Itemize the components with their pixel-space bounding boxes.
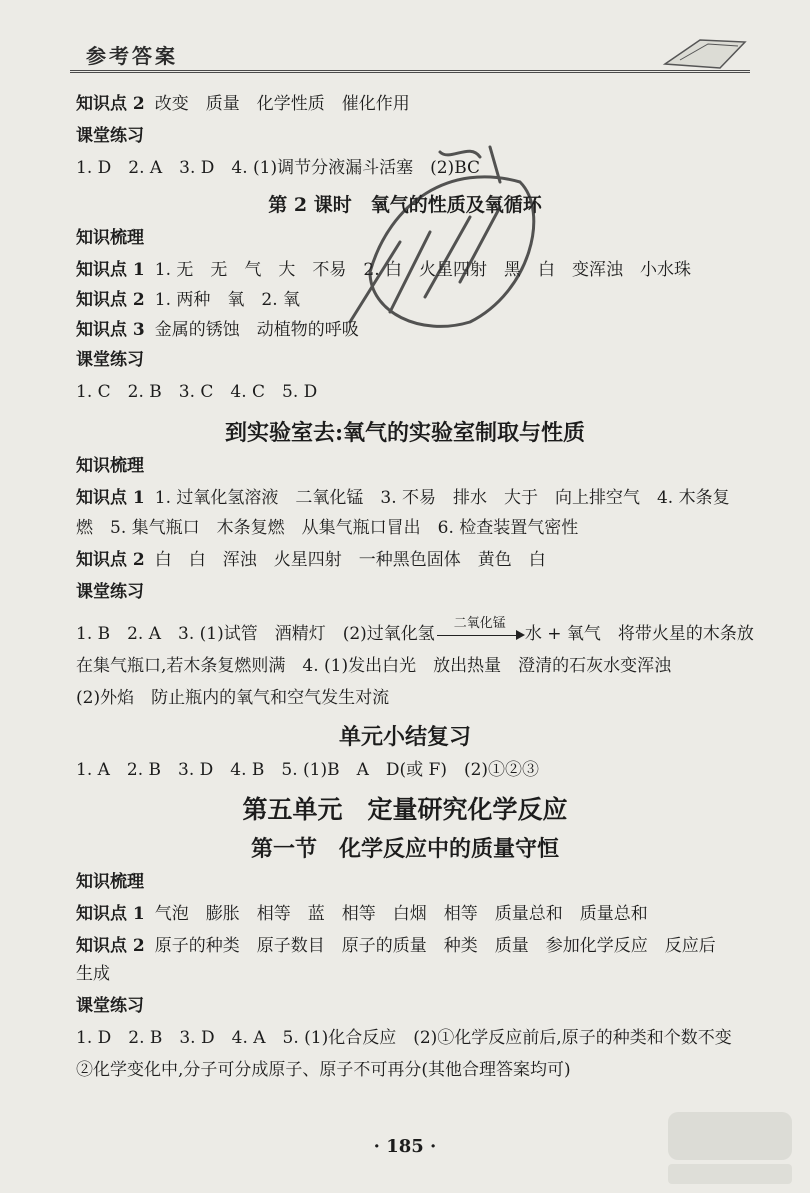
catalyst-label: 二氧化锰 — [453, 616, 506, 631]
section-heading-summary: 知识梳理 — [76, 456, 144, 476]
knowledge-point-1: 知识点 1 1. 过氧化氢溶液 二氧化锰 3. 不易 排水 大于 向上排空气 4. 木条复 — [76, 488, 730, 508]
section-heading-summary: 知识梳理 — [76, 872, 144, 892]
knowledge-point-2: 知识点 2 改变 质量 化学性质 催化作用 — [76, 94, 410, 114]
unit-title: 第五单元 定量研究化学反应 — [242, 795, 568, 824]
section-heading-practice: 课堂练习 — [76, 996, 144, 1016]
reaction-arrow — [435, 616, 525, 646]
corner-logo-icon — [660, 1108, 800, 1188]
knowledge-point-1: 知识点 1 1. 无 无 气 大 不易 2. 白 火星四射 黑 白 变浑浊 小水珠 — [76, 260, 691, 280]
page-header — [70, 36, 750, 73]
knowledge-point-2: 知识点 2 白 白 浑浊 火星四射 一种黑色固体 黄色 白 — [76, 550, 546, 570]
answer-line: 1. D 2. B 3. D 4. A 5. (1)化合反应 (2)①化学反应前后,原子的种类和个数不变 — [76, 1028, 732, 1048]
knowledge-point-2: 知识点 2 1. 两种 氧 2. 氧 — [76, 290, 300, 310]
section-heading-practice: 课堂练习 — [76, 126, 144, 146]
section-heading-practice: 课堂练习 — [76, 582, 144, 602]
answer-line: 1. C 2. B 3. C 4. C 5. D — [76, 382, 318, 402]
knowledge-point-3: 知识点 3 金属的锈蚀 动植物的呼吸 — [76, 320, 359, 340]
watermark-stamp-icon — [330, 122, 560, 352]
answer-line: 燃 5. 集气瓶口 木条复燃 从集气瓶口冒出 6. 检查装置气密性 — [76, 518, 579, 538]
answer-line: (2)外焰 防止瓶内的氧气和空气发生对流 — [76, 688, 390, 708]
answer-line: 1. A 2. B 3. D 4. B 5. (1)B A D(或 F) (2)①②③ — [76, 760, 540, 780]
knowledge-point-2: 知识点 2 原子的种类 原子数目 原子的质量 种类 质量 参加化学反应 反应后 — [76, 936, 716, 956]
answer-line: 生成 — [76, 964, 110, 984]
header-title: 参考答案 — [86, 44, 178, 68]
section-heading-summary: 知识梳理 — [76, 228, 144, 248]
lesson-title: 到实验室去:氧气的实验室制取与性质 — [224, 420, 586, 446]
page-number: · 185 · — [373, 1136, 437, 1157]
answer-line: 在集气瓶口,若木条复燃则满 4. (1)发出白光 放出热量 澄清的石灰水变浑浊 — [76, 656, 672, 676]
lesson-title: 第一节 化学反应中的质量守恒 — [250, 836, 559, 862]
answer-line: ②化学变化中,分子可分成原子、原子不可再分(其他合理答案均可) — [76, 1060, 571, 1080]
lesson-title: 单元小结复习 — [338, 724, 471, 750]
answer-line: 1. D 2. A 3. D 4. (1)调节分液漏斗活塞 (2)BC — [76, 158, 481, 178]
answer-line-with-reaction: 1. B 2. A 3. (1)试管 酒精灯 (2)过氧化氢 二氧化锰 水 + 氧气 将带火星的木条放 — [76, 622, 754, 646]
knowledge-point-1: 知识点 1 气泡 膨胀 相等 蓝 相等 白烟 相等 质量总和 质量总和 — [76, 904, 648, 924]
header-decoration-icon — [660, 30, 750, 74]
lesson-title: 第 2 课时 氧气的性质及氧循环 — [268, 194, 542, 216]
section-heading-practice: 课堂练习 — [76, 350, 144, 370]
